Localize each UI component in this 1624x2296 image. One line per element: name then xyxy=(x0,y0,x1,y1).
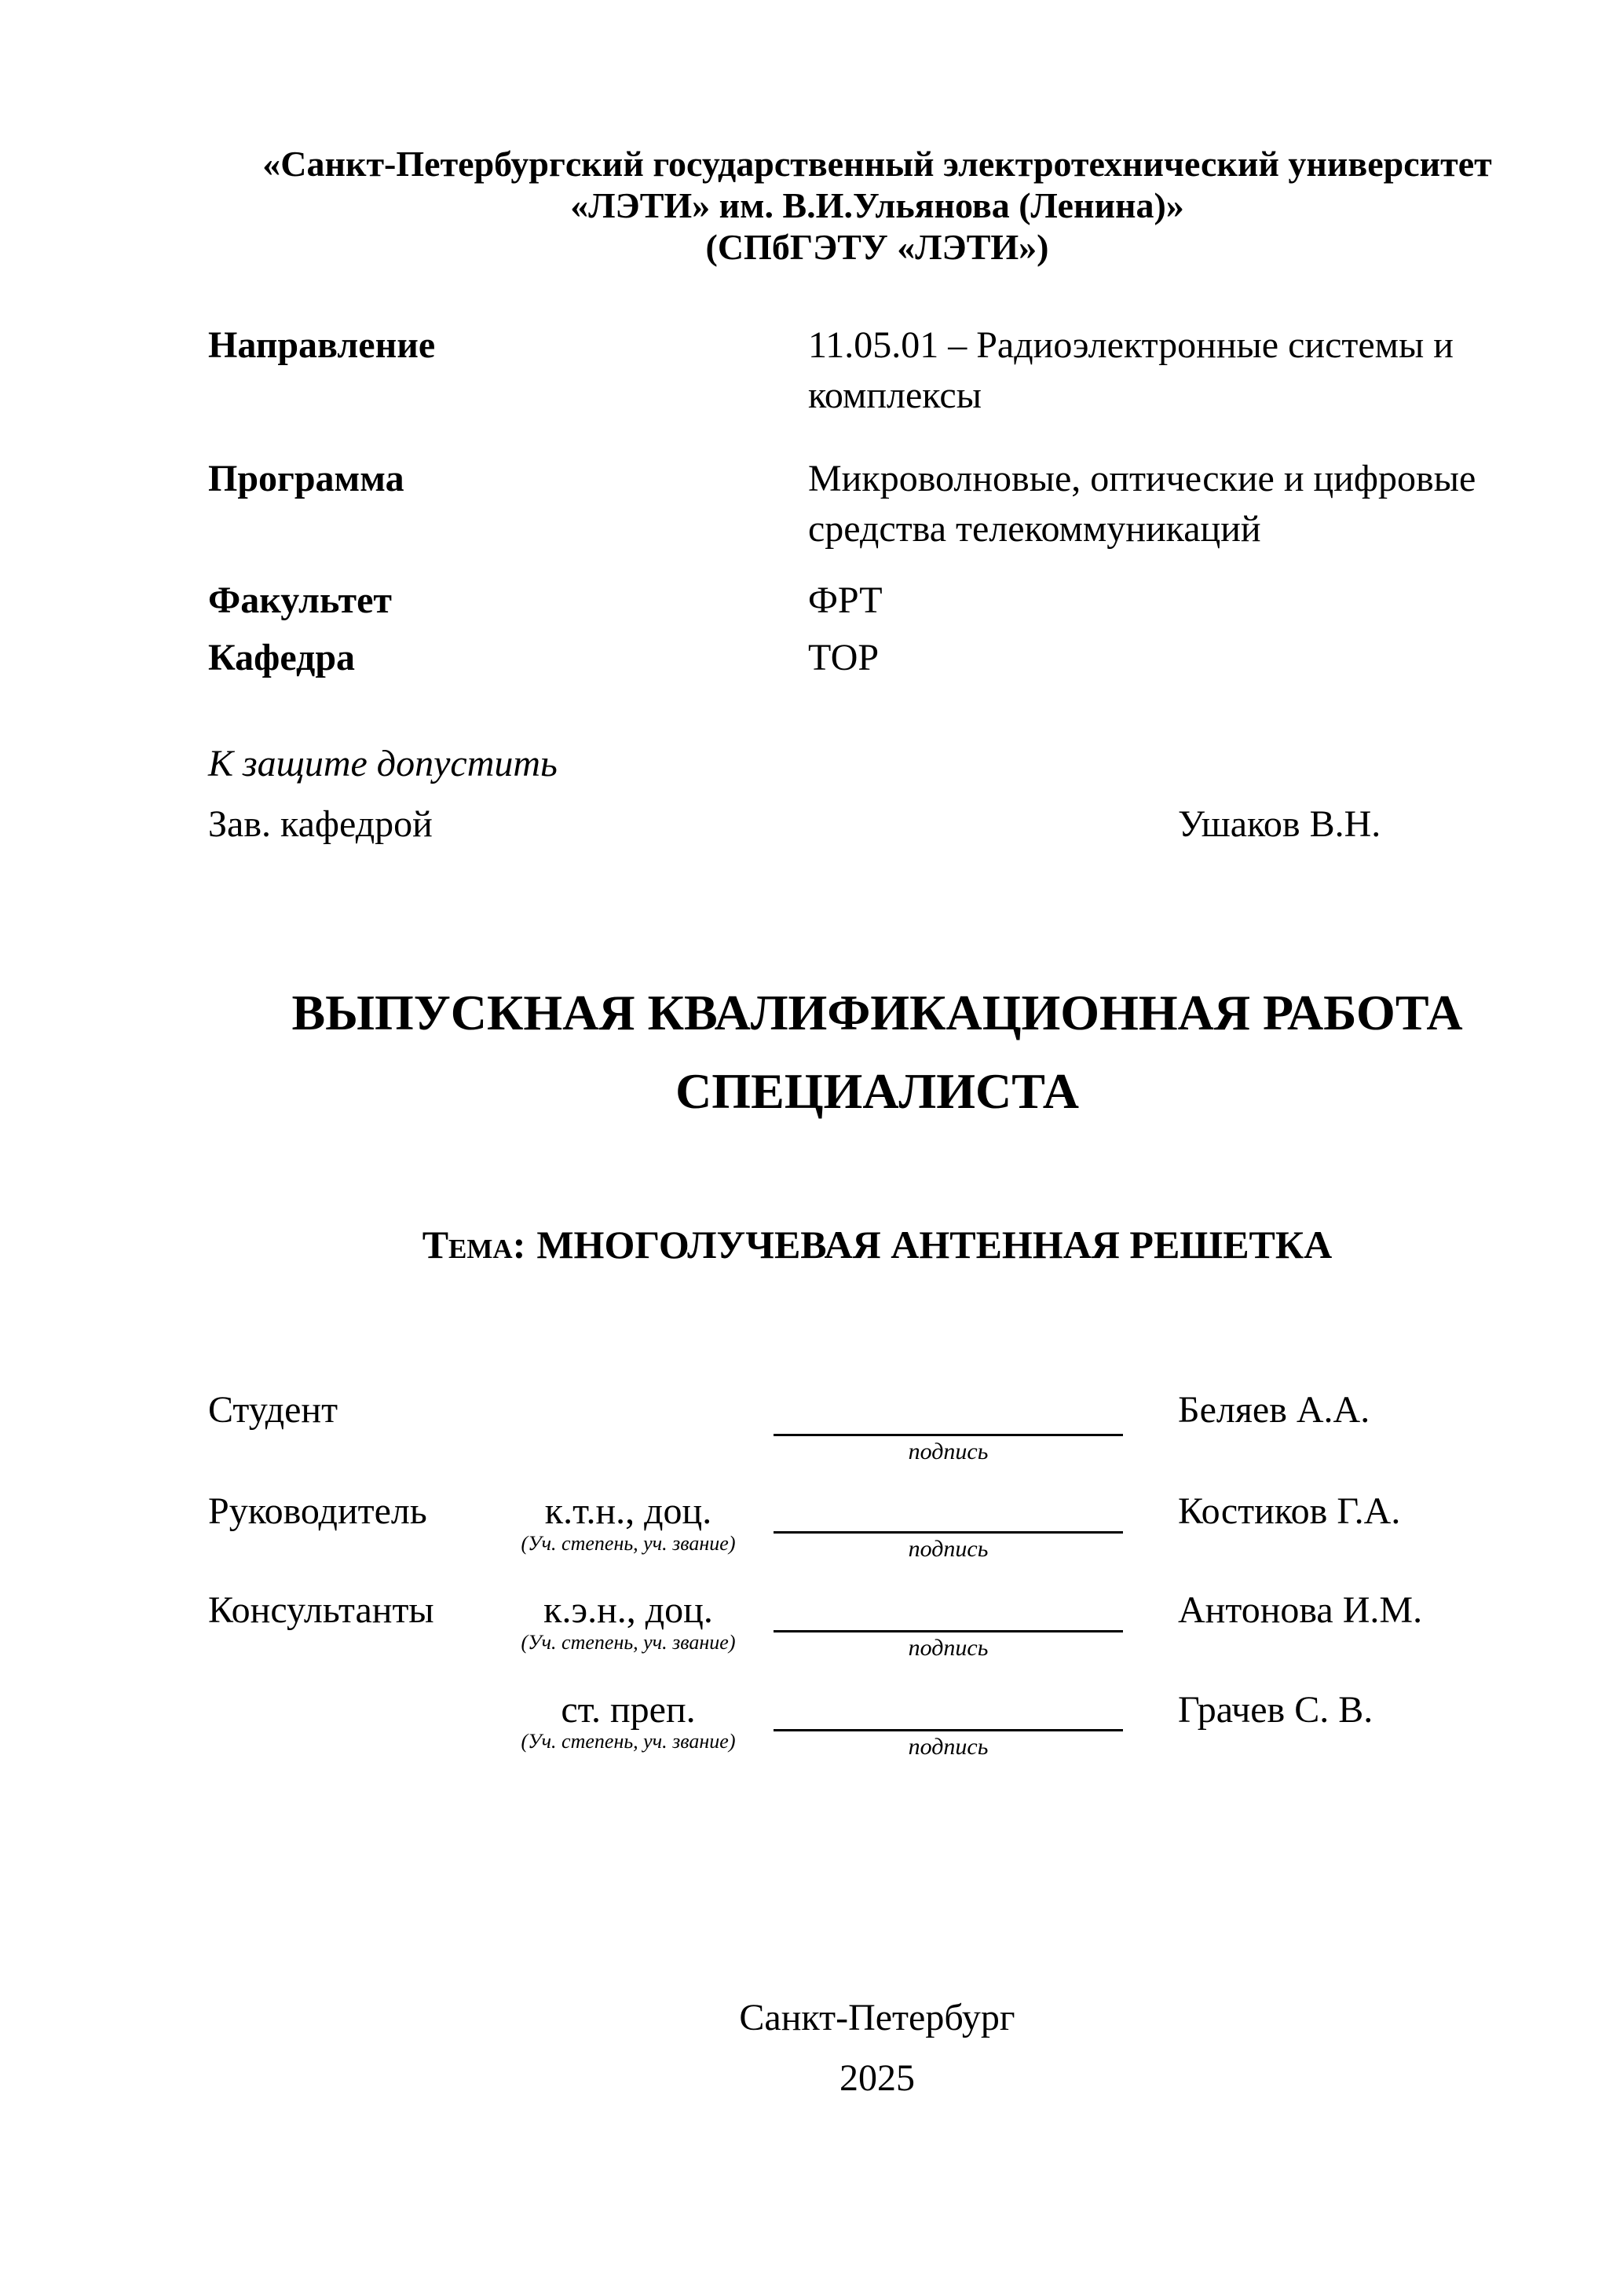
field-label-faculty: Факультет xyxy=(208,579,392,621)
signature-degree: к.э.н., доц. xyxy=(543,1589,713,1631)
signature-hint: подпись xyxy=(908,1734,989,1760)
signature-line xyxy=(774,1531,1123,1534)
signature-role: Студент xyxy=(208,1389,338,1431)
thesis-title xyxy=(218,974,1537,1131)
university-header xyxy=(218,143,1537,268)
admit-to-defense-line: К защите допустить xyxy=(208,743,558,784)
signature-hint: подпись xyxy=(908,1439,989,1464)
signature-line xyxy=(774,1630,1123,1632)
field-label-department: Кафедра xyxy=(208,637,356,678)
university-abbreviation: (СПбГЭТУ «ЛЭТИ») xyxy=(705,227,1049,267)
department-head-label: Зав. кафедрой xyxy=(208,803,433,845)
university-name-line2: «ЛЭТИ» им. В.И.Ульянова (Ленина)» xyxy=(570,185,1184,225)
signature-degree-hint: (Уч. степень, уч. звание) xyxy=(521,1532,736,1555)
field-value-faculty: ФРТ xyxy=(808,579,883,621)
field-label-program: Программа xyxy=(208,458,404,499)
signature-degree-hint: (Уч. степень, уч. звание) xyxy=(521,1631,736,1654)
signature-line xyxy=(774,1729,1123,1731)
theme-text: МНОГОЛУЧЕВАЯ АНТЕННАЯ РЕШЕТКА xyxy=(536,1223,1333,1267)
signature-hint: подпись xyxy=(908,1536,989,1562)
university-name-line1: «Санкт-Петербургский государственный электротехнический университет xyxy=(262,144,1492,184)
signature-role: Руководитель xyxy=(208,1490,427,1532)
department-head-name: Ушаков В.Н. xyxy=(1178,803,1381,845)
field-value-department: ТОР xyxy=(808,637,880,678)
signature-name: Антонова И.М. xyxy=(1178,1589,1423,1631)
field-value-direction: 11.05.01 – Радиоэлектронные системы и комплексы xyxy=(808,324,1454,416)
footer-city: Санкт-Петербург xyxy=(739,1997,1015,2038)
signature-line xyxy=(774,1434,1123,1436)
signature-name: Беляев А.А. xyxy=(1178,1389,1370,1431)
signature-name: Грачев С. В. xyxy=(1178,1689,1373,1731)
field-label-direction: Направление xyxy=(208,324,436,366)
signature-role: Консультанты xyxy=(208,1589,434,1631)
thesis-theme xyxy=(218,1217,1537,1272)
footer-year: 2025 xyxy=(839,2057,915,2099)
signature-degree-hint: (Уч. степень, уч. звание) xyxy=(521,1730,736,1753)
signature-degree: ст. преп. xyxy=(561,1689,696,1731)
signature-hint: подпись xyxy=(908,1635,989,1661)
signature-name: Костиков Г.А. xyxy=(1178,1490,1401,1532)
thesis-title-line2: СПЕЦИАЛИСТА xyxy=(675,1063,1079,1119)
field-value-program: Микроволновые, оптические и цифровые средства телекоммуникаций xyxy=(808,458,1476,550)
signature-degree: к.т.н., доц. xyxy=(544,1490,712,1532)
thesis-title-line1: ВЫПУСКНАЯ КВАЛИФИКАЦИОННАЯ РАБОТА xyxy=(291,985,1463,1040)
theme-label: Тема: xyxy=(422,1223,526,1267)
